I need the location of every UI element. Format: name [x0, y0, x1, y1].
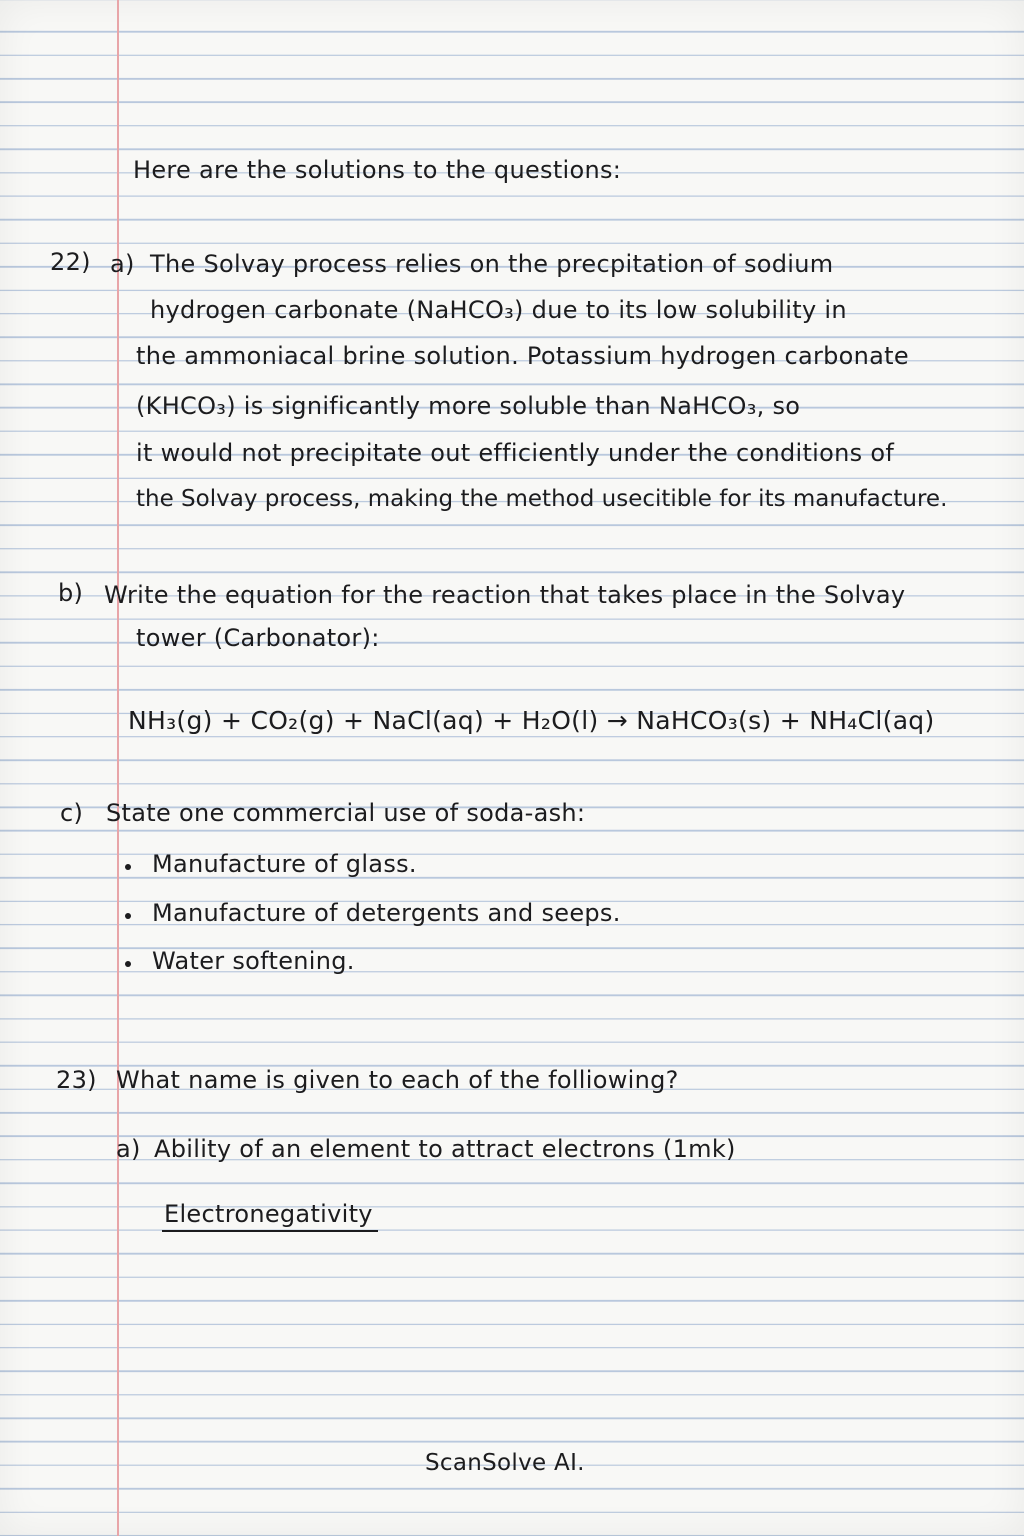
- q23-question: What name is given to each of the folliowing?: [116, 1066, 679, 1094]
- q23-number: 23): [56, 1066, 97, 1094]
- q22a-line-2: hydrogen carbonate (NaHCO₃) due to its low solubility in: [150, 296, 847, 324]
- soda-ash-use-2: Manufacture of detergents and seeps.: [152, 899, 621, 927]
- q22c-label: c): [60, 799, 84, 827]
- q23a-label: a): [116, 1135, 141, 1163]
- answer-underline: [162, 1230, 378, 1232]
- q22-number: 22): [50, 248, 91, 276]
- q22a-line-6: the Solvay process, making the method usecitible for its manufacture.: [136, 486, 948, 512]
- q22b-question-line-2: tower (Carbonator):: [136, 624, 380, 652]
- q22a-line-5: it would not precipitate out efficiently under the conditions of: [136, 439, 895, 467]
- q22b-question-line-1: Write the equation for the reaction that takes place in the Solvay: [104, 581, 906, 609]
- margin-line: [117, 0, 119, 1536]
- soda-ash-use-3: Water softening.: [152, 947, 355, 975]
- q23a-question: Ability of an element to attract electrons (1mk): [154, 1135, 736, 1163]
- bullet-icon: [125, 961, 131, 967]
- q22a-label: a): [110, 250, 135, 278]
- q22b-label: b): [58, 579, 84, 607]
- q23a-answer: Electronegativity: [164, 1200, 373, 1228]
- bullet-icon: [125, 864, 131, 870]
- q22a-line-4: (KHCO₃) is significantly more soluble than NaHCO₃, so: [136, 392, 801, 420]
- intro-text: Here are the solutions to the questions:: [133, 156, 622, 184]
- footer-brand: ScanSolve AI.: [425, 1450, 585, 1476]
- solvay-equation: NH₃(g) + CO₂(g) + NaCl(aq) + H₂O(l) → NaHCO₃(s) + NH₄Cl(aq): [128, 706, 935, 735]
- q22a-line-3: the ammoniacal brine solution. Potassium hydrogen carbonate: [136, 342, 909, 370]
- q22a-line-1: The Solvay process relies on the precpitation of sodium: [150, 250, 834, 278]
- q22c-question: State one commercial use of soda-ash:: [106, 799, 586, 827]
- bullet-icon: [125, 913, 131, 919]
- soda-ash-use-1: Manufacture of glass.: [152, 850, 417, 878]
